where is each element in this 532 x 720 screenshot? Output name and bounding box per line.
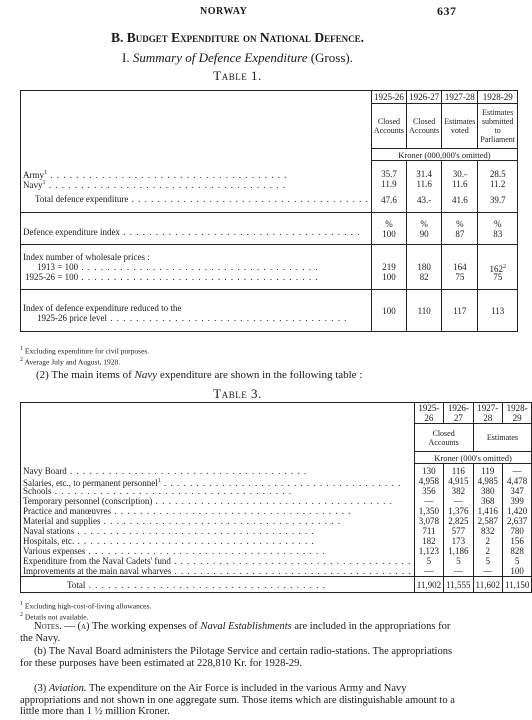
table1-cell: 100 [382, 272, 396, 282]
table3-cell: 1,376 [448, 506, 469, 516]
table3-total-label: Total . . . [21, 577, 415, 593]
table3-cell: 1,416 [477, 506, 498, 516]
table1-cell: 100 [382, 305, 396, 316]
table1-cell: 219 [382, 262, 396, 272]
table1-navy-label: Navy$^1$ . . . [23, 178, 369, 188]
table3-footnotes [20, 600, 151, 621]
table1-cell: 47.6 [381, 194, 397, 205]
table3-cell: 2,587 [477, 516, 498, 526]
table3-cell: 780 [510, 526, 524, 536]
table3-row-label: Naval stations . . . [23, 526, 412, 536]
section-heading: B. Budget Expenditure on National Defence. [111, 30, 364, 45]
table3-cell: 828 [510, 546, 524, 556]
table1-army-label: Army$^1$ . . . [23, 168, 369, 178]
table1-cell: 75 [455, 272, 465, 282]
table3-cell: 832 [481, 526, 495, 536]
table1-cell: 87 [455, 228, 465, 239]
table1-cell: 35.7 [381, 168, 397, 179]
table3-cell: 4,985 [477, 476, 498, 486]
table1-cell: 11.9 [381, 178, 397, 189]
table3-total-cell: 11,902 [414, 577, 443, 593]
note-aviation: (3) Aviation. The expenditure on the Air Force is included in the various Army and Navy appropriations and not shown in one aggregate sum. Those items which are distinguishable amount to a little more than 1 ½ million Kroner. [20, 683, 455, 717]
table3-row-label: Expenditure from the Naval Cadets' fund . . . [23, 556, 412, 566]
table3-cell: 380 [481, 486, 495, 496]
note-a: Notes. — (a) The working expenses of Naval Establishments are included in the appropriations for the Navy. [20, 621, 451, 644]
table1-cell: 30.- [452, 168, 467, 179]
table3-cell: 2,637 [507, 516, 528, 526]
table3-cell: 130 [422, 466, 436, 476]
table3-year: 1927-28 [473, 403, 502, 424]
table1-coltype: Closed Accounts [371, 104, 406, 149]
footnote: $^2$ Average July and August, 1928. [20, 356, 121, 366]
table3-cell: 3,078 [418, 516, 440, 526]
table3-cell: 5 [426, 556, 432, 566]
table1-caption: Table 1. [213, 68, 262, 83]
table3-cell: — [424, 566, 434, 576]
table3-row-label: Practice and manœuvres . . . [23, 506, 412, 516]
table3-year: 1926-27 [444, 403, 473, 424]
table1-cell: 75 [493, 272, 503, 282]
table3-caption: Table 3. [213, 386, 262, 401]
table3-row-label: Temporary personnel (conscription) . . . [23, 496, 412, 506]
table1-cell: 90 [419, 228, 429, 239]
table3-row-label: Schools . . . [23, 486, 412, 496]
table1-cell: 82 [419, 272, 429, 282]
table1-cell: 180 [417, 262, 431, 272]
table1-coltype: Estimates submitted to Parliament [478, 104, 518, 149]
table3-group-estimates: Estimates [473, 424, 532, 452]
table3-cell: 347 [510, 486, 524, 496]
table3-cell: 173 [451, 536, 466, 546]
table1-coltype: Closed Accounts [407, 104, 442, 149]
table3-cell: 4,915 [448, 476, 469, 486]
table1-unit: Kroner (000,000's omitted) [371, 149, 517, 161]
table3-cell: 577 [451, 526, 466, 536]
table1-cell: 117 [453, 305, 467, 316]
table3-total-cell: 11,602 [473, 577, 502, 593]
table3-row-label: Improvements at the main naval wharves . . . [23, 566, 412, 576]
table3-row-label: Navy Board . . . [23, 466, 412, 476]
table1: 1925-26 1926-27 1927-28 1928-29 Closed Accounts Closed Accounts Estimates voted Estimates submitted to Parliament Kroner (000,000's omitted) Army$^1$ . . . Navy$^1$ . . . Total defence expenditure . . . 35.7 11.9 47.6 31.4 11.6 43.- 30.- 11.6 41.6 28.5 11.2 39.7 Defence expenditure index . . . % 100 % 90 % 87 % 83 Index number of wholesale prices : 1913 = 100 . . . 1925-26 = 100 . . . 219 100 180 82 164 75 $162^2$ 75 Index of defence expenditure reduced to the 1925-26 price level . . . 100 110 117 113 [20, 90, 518, 332]
table3-cell: 1,420 [507, 506, 528, 516]
table1-index-label: Defence expenditure index . . . [23, 227, 369, 237]
table3-cell: 1,123 [418, 546, 440, 556]
table1-cell: 162 [489, 264, 503, 274]
table1-coltype: Estimates voted [442, 104, 478, 149]
table3-cell: 382 [451, 486, 466, 496]
table3-cell: 356 [422, 486, 436, 496]
table3-cell: 368 [481, 496, 495, 506]
table3-cell: — [453, 566, 463, 576]
table1-cell: 31.4 [416, 168, 433, 179]
table1-year: 1925-26 [371, 91, 406, 104]
table3-cell: 1,186 [448, 546, 469, 556]
table3-year: 1925-26 [414, 403, 443, 424]
table3-cell: 119 [481, 466, 495, 476]
table1-footnotes [20, 345, 149, 366]
table3-cell: 182 [422, 536, 436, 546]
table1-total-label: Total defence expenditure . . . [23, 194, 369, 204]
table3-cell: 399 [510, 496, 524, 506]
table1-cell: 83 [493, 228, 503, 239]
table3-cell: 2 [485, 536, 490, 546]
table3-cell: 116 [451, 466, 465, 476]
table3-intro: (2) The main items of Navy expenditure are shown in the following table : [36, 369, 363, 381]
table3-cell: 4,958 [418, 476, 440, 486]
table3-cell: 100 [510, 566, 524, 576]
table3-cell: 5 [456, 556, 461, 566]
page-number: 637 [437, 4, 457, 18]
table1-cell: 43.- [417, 194, 432, 205]
table1-cell: 41.6 [451, 194, 468, 205]
table1-year: 1926-27 [407, 91, 442, 104]
table3-row-label: Hospitals, etc. . . . [23, 536, 412, 546]
table3-cell: 5 [514, 556, 520, 566]
table1-cell: 11.2 [489, 178, 506, 189]
table1-cell: 11.6 [416, 178, 432, 189]
table1-year: 1927-28 [442, 91, 478, 104]
table1-cell: 11.6 [452, 178, 468, 189]
table1-cell: 113 [491, 305, 505, 316]
table3-cell: — [512, 466, 522, 476]
table1-wholesale-1925-label: 1925-26 = 100 . . . [23, 272, 369, 282]
table3-row-label: Material and supplies . . . [23, 516, 412, 526]
footnote: $^1$ Excluding expenditure for civil purposes. [20, 346, 150, 356]
running-head-country: NORWAY [200, 6, 248, 17]
table3-cell: 4,478 [507, 476, 528, 486]
table3-cell: 711 [422, 526, 436, 536]
table1-year: 1928-29 [478, 91, 518, 104]
subsection-heading: I. Summary of Defence Expenditure (Gross). [122, 50, 353, 65]
table1-cell: 100 [382, 228, 396, 239]
table1-cell: 164 [453, 262, 467, 272]
table3-cell: 2,825 [448, 516, 469, 526]
table1-cell: 39.7 [489, 194, 506, 205]
table3-cell: 1,350 [418, 506, 440, 516]
note-b: (b) The Naval Board administers the Pilotage Service and certain radio-stations. The appropriations for these purposes have been estimated at 228,810 Kr. for 1928-29. [20, 646, 453, 669]
table3-year: 1928-29 [502, 403, 531, 424]
table3-group-closed: Closed Accounts [414, 424, 473, 452]
table3-cell: 5 [485, 556, 490, 566]
footnote: $^2$ Details not available. [20, 611, 89, 621]
table3-cell: — [483, 566, 493, 576]
table3-total-cell: 11,555 [444, 577, 473, 593]
table3-row-label: Salaries, etc., to permanent personnel$^1$ . . . [23, 476, 412, 486]
table3-unit: Kroner (000's omitted) [414, 452, 532, 464]
table3-cell: — [424, 496, 434, 506]
table3-row-label: Various expenses . . . [23, 546, 412, 556]
table1-reduced-label: Index of defence expenditure reduced to the [23, 303, 182, 313]
table1-wholesale-label: Index number of wholesale prices : [23, 252, 150, 262]
table1-cell: 28.5 [489, 168, 506, 179]
table3-cell: 2 [485, 546, 490, 556]
table3-total-cell: 11,150 [502, 577, 531, 593]
table3 [20, 402, 532, 593]
table1-cell: 110 [417, 305, 431, 316]
table3-cell: — [453, 496, 463, 506]
table1-wholesale-1913-label: 1913 = 100 . . . [23, 262, 369, 272]
table3-cell: 156 [510, 536, 524, 546]
footnote: $^1$ Excluding high-cost-of-living allowances. [20, 601, 152, 611]
